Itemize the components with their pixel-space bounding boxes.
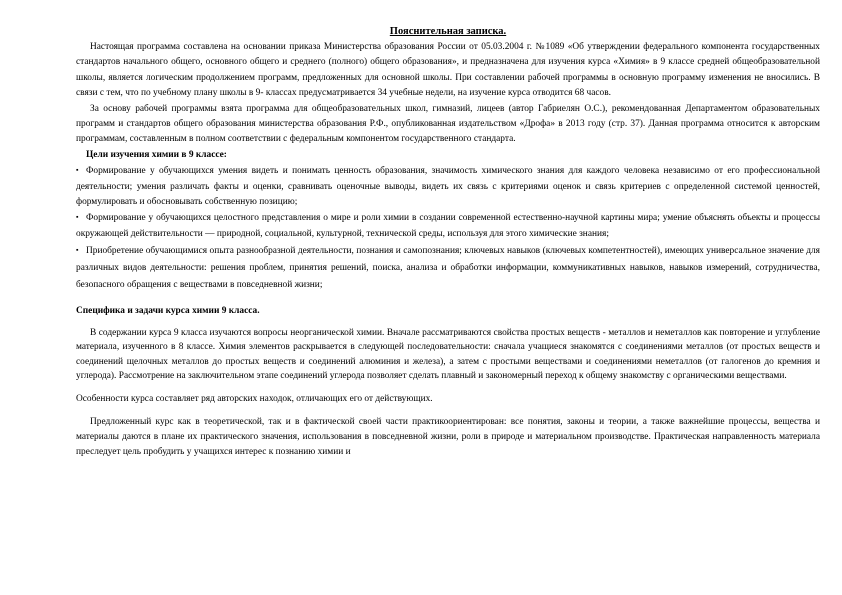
intro-paragraph-1: Настоящая программа составлена на основании приказа Министерства образования России от 05.03.2004 г. №1089 «Об утверждении федерального компонента государственных стандартов начального общего, основного общего и среднего (полного) общего образования», и предназначена для изучения курса «Химия» в 9 классе средней общеобразовательной школы, является логическим продолжением программ, предложенных для основной школы. При составлении рабочей программы в основную программу изменения не вносились. В связи с тем, что по учебному плану школы в 9- классах предусматривается 34 учебные недели, на изучение курса отводится 68 часов. — [76, 42, 820, 99]
goal-text: Формирование у обучающихся целостного представления о мире и роли химии в создании современной естественно-научной картины мира; умение объяснять объекты и процессы окружающей действительности — природной, социальной, культурной, технической среды, используя для этого химические знания; — [76, 213, 820, 239]
bullet-icon: ▪ — [76, 213, 79, 222]
specifics-heading: Специфика и задачи курса химии 9 класса. — [76, 306, 260, 317]
document-body — [76, 24, 820, 460]
list-item — [76, 242, 820, 294]
goal-text: Формирование у обучающихся умения видеть и понимать ценность образования, значимость химического знания для каждого человека независимо от его профессиональной деятельности; умения различать факты и оценки, сравнивать оценочные выводы, видеть их связь с критериями оценок и связь критериев с определенной системой ценностей, формулировать и обосновывать собственную позицию; — [76, 166, 820, 208]
page-title: Пояснительная записка. — [389, 26, 507, 37]
list-item — [76, 210, 820, 242]
goal-text: Приобретение обучающимися опыта разнообразной деятельности, познания и самопознания; ключевых навыков (ключевых компетентностей), имеющих универсальное значение для различных видов деятельности: решения проблем, принятия решений, поиска, анализа и обработки информации, коммуникативных навыков, навыков измерений, сотрудничества, безопасного обращения с веществами в повседневной жизни; — [76, 246, 820, 291]
specifics-paragraph-3: Предложенный курс как в теоретической, так и в фактической своей части практикоориентирован: все понятия, законы и теории, а также важнейшие процессы, вещества и материалы даются в плане их практического значения, использования в повседневной жизни, роли в природе и материальном производстве. Практическая направленность материала преследует цель пробудить у учащихся интерес к познанию химии и — [76, 417, 820, 458]
specifics-paragraph-1: В содержании курса 9 класса изучаются вопросы неорганической химии. Вначале рассматриваются свойства простых веществ - металлов и неметаллов как повторение и углубление материала, изученного в 8 классе. Химия элементов раскрывается в следующей последовательности: сначала учащиеся знакомятся с соединениями металлов (от простых веществ и соединений щелочных металлов до простых веществ и соединений алюминия и железа), а затем с простыми веществами и соединениями неметаллов (от галогенов до кремния и углерода). Рассмотрение на заключительном этапе соединений углерода позволяет сделать плавный и закономерный переход к общему знакомству с органическими веществами. — [76, 327, 820, 382]
specifics-paragraph-2: Особенности курса составляет ряд авторских находок, отличающих его от действующих. — [76, 394, 433, 405]
intro-paragraph-2: За основу рабочей программы взята программа для общеобразовательных школ, гимназий, лицеев (автор Габриелян О.С.), рекомендованная Департаментом образовательных программ и стандартов общего образования министерства образования Р.Ф., опубликованная издательством «Дрофа» в 2013 году (стр. 37). Данная программа относится к авторским программам, составленным в полном соответствии с федеральным компонентом государственного стандарта. — [76, 103, 820, 145]
goals-heading: Цели изучения химии в 9 классе: — [86, 149, 227, 160]
bullet-icon: ▪ — [76, 166, 79, 175]
list-item — [76, 163, 820, 210]
bullet-icon: ▪ — [76, 246, 79, 255]
goals-list — [76, 163, 820, 294]
